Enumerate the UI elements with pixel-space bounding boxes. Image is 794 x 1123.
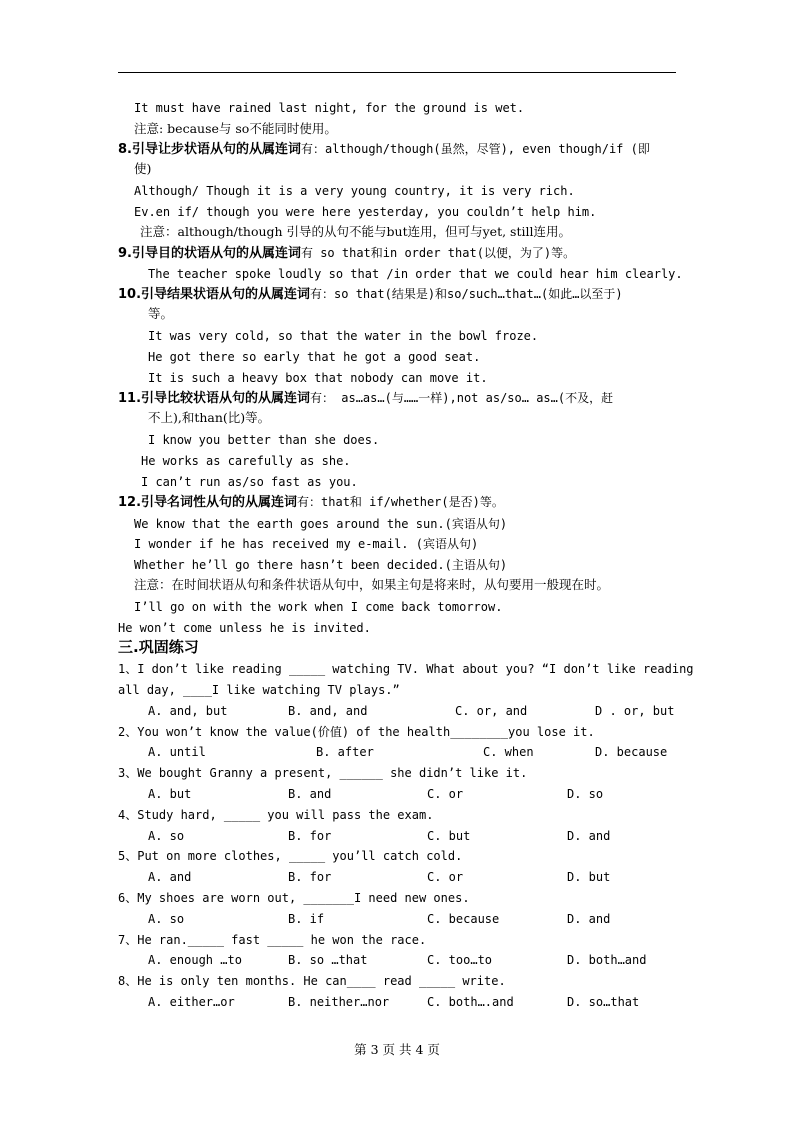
example-line: He works as carefully as she. xyxy=(141,454,351,468)
question-options xyxy=(0,701,794,721)
option-c[interactable]: C. or, and xyxy=(455,704,528,718)
example-line: He got there so early that he got a good seat. xyxy=(148,350,481,364)
question-options xyxy=(0,950,794,970)
heading-8-rest: 有：although/though(虽然，尽管), even though/if (即 xyxy=(300,142,650,156)
heading-8-bold: 8.引导让步状语从句的从属连词 xyxy=(118,142,301,157)
option-d[interactable]: D. and xyxy=(567,829,611,843)
note-line: 注意：although/though 引导的从句不能与but连用，但可与yet, still连用。 xyxy=(140,224,571,239)
heading-9-rest: 有 so that和in order that(以便，为了)等。 xyxy=(300,246,576,260)
option-d[interactable]: D. so…that xyxy=(567,995,640,1009)
option-d[interactable]: D . or, but xyxy=(595,704,675,718)
option-a[interactable]: A. but xyxy=(148,787,192,801)
option-c[interactable]: C. because xyxy=(427,912,500,926)
heading-10 xyxy=(118,284,623,305)
question-options xyxy=(0,867,794,887)
option-b[interactable]: B. after xyxy=(316,745,374,759)
option-c[interactable]: C. or xyxy=(427,787,464,801)
option-b[interactable]: B. and xyxy=(288,787,332,801)
question-stem-cont: all day, ____I like watching TV plays.” xyxy=(118,683,400,697)
option-b[interactable]: B. for xyxy=(288,829,332,843)
option-d[interactable]: D. both…and xyxy=(567,953,647,967)
example-line: Whether he’ll go there hasn’t been decided.(主语从句) xyxy=(134,558,508,572)
question-stem: 8、He is only ten months. He can____ read _____ write. xyxy=(118,974,506,988)
heading-8-cont: 使) xyxy=(134,161,152,176)
question-stem: 1、I don’t like reading _____ watching TV. What about you? “I don’t like reading xyxy=(118,662,694,676)
option-a[interactable]: A. so xyxy=(148,829,185,843)
heading-11-rest: 有： as…as…(与……一样),not as/so… as…(不及，赶 xyxy=(310,391,614,405)
example-line: We know that the earth goes around the sun.(宾语从句) xyxy=(134,517,508,531)
note-line: 注意：在时间状语从句和条件状语从句中，如果主句是将来时，从句要用一般现在时。 xyxy=(134,577,610,592)
option-b[interactable]: B. so …that xyxy=(288,953,368,967)
question-stem: 2、You won’t know the value(价值) of the health________you lose it. xyxy=(118,725,595,739)
example-line: I know you better than she does. xyxy=(148,433,380,447)
header-rule xyxy=(118,72,676,73)
example-line: I’ll go on with the work when I come back tomorrow. xyxy=(134,600,503,614)
heading-10-cont: 等。 xyxy=(148,306,174,321)
example-line: The teacher spoke loudly so that /in order that we could hear him clearly. xyxy=(148,267,683,281)
option-c[interactable]: C. both….and xyxy=(427,995,514,1009)
heading-10-rest: 有：so that(结果是)和so/such…that…(如此…以至于) xyxy=(310,287,623,301)
option-a[interactable]: A. enough …to xyxy=(148,953,242,967)
example-line: I wonder if he has received my e-mail. (宾语从句) xyxy=(134,537,479,551)
example-line: Although/ Though it is a very young country, it is very rich. xyxy=(134,184,575,198)
example-line: He won’t come unless he is invited. xyxy=(118,621,371,635)
page-footer: 第 3 页 共 4 页 xyxy=(354,1042,440,1057)
example-line: It must have rained last night, for the ground is wet. xyxy=(134,101,525,115)
example-line: I can’t run as/so fast as you. xyxy=(141,475,358,489)
question-options xyxy=(0,742,794,762)
option-a[interactable]: A. and, but xyxy=(148,704,228,718)
option-d[interactable]: D. and xyxy=(567,912,611,926)
heading-9 xyxy=(118,243,575,264)
question-stem: 4、Study hard, _____ you will pass the exam. xyxy=(118,808,434,822)
note-line: 注意: because与 so不能同时使用。 xyxy=(134,121,337,136)
question-stem: 6、My shoes are worn out, _______I need new ones. xyxy=(118,891,470,905)
question-stem: 3、We bought Granny a present, ______ she didn’t like it. xyxy=(118,766,528,780)
option-c[interactable]: C. but xyxy=(427,829,471,843)
option-a[interactable]: A. and xyxy=(148,870,192,884)
heading-12 xyxy=(118,492,504,513)
question-options xyxy=(0,909,794,929)
example-line: Ev.en if/ though you were here yesterday, you couldn’t help him. xyxy=(134,205,597,219)
question-options xyxy=(0,784,794,804)
option-c[interactable]: C. or xyxy=(427,870,464,884)
example-line: It is such a heavy box that nobody can move it. xyxy=(148,371,488,385)
option-a[interactable]: A. either…or xyxy=(148,995,235,1009)
option-b[interactable]: B. for xyxy=(288,870,332,884)
option-a[interactable]: A. so xyxy=(148,912,185,926)
section-title: 三.巩固练习 xyxy=(118,638,199,656)
heading-10-bold: 10.引导结果状语从句的从属连词 xyxy=(118,287,311,302)
option-b[interactable]: B. and, and xyxy=(288,704,368,718)
option-d[interactable]: D. but xyxy=(567,870,611,884)
heading-9-bold: 9.引导目的状语从句的从属连词 xyxy=(118,246,301,261)
heading-12-bold: 12.引导名词性从句的从属连词 xyxy=(118,495,298,510)
option-b[interactable]: B. neither…nor xyxy=(288,995,390,1009)
question-options xyxy=(0,826,794,846)
heading-11-bold: 11.引导比较状语从句的从属连词 xyxy=(118,391,311,406)
question-options xyxy=(0,992,794,1012)
option-b[interactable]: B. if xyxy=(288,912,325,926)
heading-8 xyxy=(118,139,650,160)
heading-11 xyxy=(118,388,613,409)
option-a[interactable]: A. until xyxy=(148,745,206,759)
option-d[interactable]: D. because xyxy=(595,745,668,759)
option-c[interactable]: C. when xyxy=(483,745,534,759)
question-stem: 5、Put on more clothes, _____ you’ll catch cold. xyxy=(118,849,463,863)
question-stem: 7、He ran._____ fast _____ he won the race. xyxy=(118,933,427,947)
example-line: It was very cold, so that the water in the bowl froze. xyxy=(148,329,539,343)
heading-12-rest: 有：that和 if/whether(是否)等。 xyxy=(297,495,504,509)
option-c[interactable]: C. too…to xyxy=(427,953,493,967)
heading-11-cont: 不上),和than(比)等。 xyxy=(148,410,271,425)
option-d[interactable]: D. so xyxy=(567,787,604,801)
